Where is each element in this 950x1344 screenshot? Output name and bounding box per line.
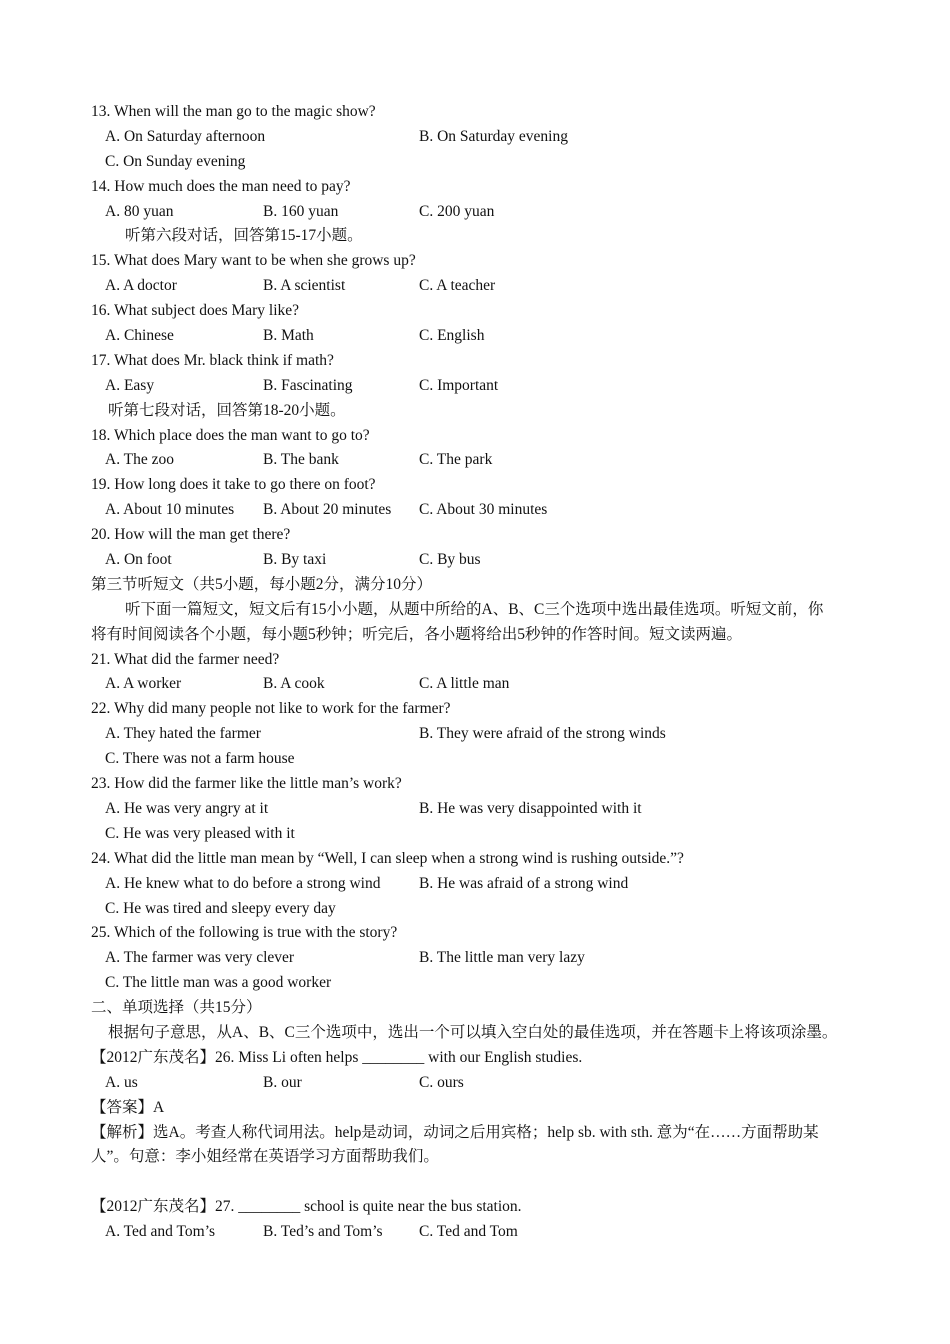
option-a: A. About 10 minutes: [105, 501, 235, 519]
option-c: C. A teacher: [419, 277, 496, 295]
question-26-text: 26. Miss Li often helps ________ with our English studies.: [215, 1048, 583, 1066]
option-c: C. ours: [419, 1073, 464, 1091]
question-13-options: [91, 125, 871, 150]
option-b: B. Ted’s and Tom’s: [263, 1223, 383, 1241]
question-14-stem: 14. How much does the man need to pay?: [91, 177, 351, 195]
question-22-stem: 22. Why did many people not like to work for the farmer?: [91, 700, 451, 718]
option-a: A. He was very angry at it: [105, 799, 269, 817]
answer-value: A: [153, 1098, 165, 1116]
option-c: C. About 30 minutes: [419, 501, 548, 519]
question-18-options: [91, 448, 871, 473]
question-23-options-2: [91, 822, 871, 847]
exam-content: [91, 100, 871, 1245]
option-b: B. A cook: [263, 675, 325, 693]
question-27-stem: [91, 1195, 871, 1220]
option-a: A. A worker: [105, 675, 182, 693]
question-26-stem: [91, 1046, 871, 1071]
dialog-7-instruction: 听第七段对话，回答第18-20小题。: [108, 401, 346, 419]
question-27-source: 【2012广东茂名】: [91, 1198, 216, 1216]
analysis-text: 选A。考查人称代词用法。help是动词，动词之后用宾格；help sb. with sth. 意为“在……方面帮助某: [153, 1123, 819, 1141]
option-a: A. 80 yuan: [105, 202, 174, 220]
option-c: C. He was tired and sleepy every day: [105, 899, 336, 917]
option-b: B. The bank: [263, 451, 339, 469]
question-20-stem: 20. How will the man get there?: [91, 526, 291, 544]
question-27-options: [91, 1220, 871, 1245]
part-2-title: 二、单项选择（共15分）: [91, 999, 262, 1017]
option-b: B. He was afraid of a strong wind: [419, 874, 629, 892]
blank-line: [91, 1170, 871, 1195]
option-a: A. He knew what to do before a strong wind: [105, 874, 381, 892]
option-b: B. The little man very lazy: [419, 949, 585, 967]
question-24-stem: 24. What did the little man mean by “Well, I can sleep when a strong wind is rushing outside.”?: [91, 849, 684, 867]
answer-26: [91, 1096, 871, 1121]
option-a: A. On foot: [105, 551, 172, 569]
question-19-stem: 19. How long does it take to go there on foot?: [91, 476, 376, 494]
option-a: A. Ted and Tom’s: [105, 1223, 216, 1241]
analysis-26-line2: 人”。句意：李小姐经常在英语学习方面帮助我们。: [91, 1148, 439, 1166]
question-25-options: [91, 946, 871, 971]
option-b: B. On Saturday evening: [419, 127, 568, 145]
option-c: C. He was very pleased with it: [105, 824, 295, 842]
option-c: C. Important: [419, 376, 499, 394]
option-a: A. Easy: [105, 376, 155, 394]
question-22-options-2: [91, 747, 871, 772]
question-27-text: 27. ________ school is quite near the bus station.: [215, 1198, 522, 1216]
option-c: C. English: [419, 327, 485, 345]
question-24-options-2: [91, 897, 871, 922]
question-13-options-2: [91, 150, 871, 175]
question-26-source: 【2012广东茂名】: [91, 1048, 216, 1066]
question-15-options: [91, 274, 871, 299]
option-a: A. The zoo: [105, 451, 175, 469]
question-17-options: [91, 374, 871, 399]
option-c: C. On Sunday evening: [105, 152, 246, 170]
option-b: B. By taxi: [263, 551, 327, 569]
question-16-stem: 16. What subject does Mary like?: [91, 302, 300, 320]
analysis-26-line1: [91, 1121, 871, 1146]
question-22-options: [91, 722, 871, 747]
option-c: C. A little man: [419, 675, 510, 693]
question-24-options: [91, 872, 871, 897]
question-21-options: [91, 672, 871, 697]
option-b: B. He was very disappointed with it: [419, 799, 642, 817]
option-a: A. Chinese: [105, 327, 174, 345]
question-19-options: [91, 498, 871, 523]
option-b: B. Math: [263, 327, 314, 345]
question-18-stem: 18. Which place does the man want to go to?: [91, 426, 370, 444]
option-b: B. our: [263, 1073, 302, 1091]
option-c: C. Ted and Tom: [419, 1223, 518, 1241]
section-3-title: 第三节听短文（共5小题，每小题2分，满分10分）: [91, 575, 433, 593]
option-a: A. A doctor: [105, 277, 177, 295]
option-b: B. Fascinating: [263, 376, 353, 394]
question-23-options: [91, 797, 871, 822]
question-17-stem: 17. What does Mr. black think if math?: [91, 351, 334, 369]
option-a: A. They hated the farmer: [105, 725, 261, 743]
question-14-options: [91, 200, 871, 225]
question-20-options: [91, 548, 871, 573]
question-16-options: [91, 324, 871, 349]
option-a: A. On Saturday afternoon: [105, 127, 266, 145]
option-b: B. 160 yuan: [263, 202, 339, 220]
answer-label: 【答案】: [91, 1098, 154, 1116]
question-13-stem: 13. When will the man go to the magic show?: [91, 103, 376, 120]
option-c: C. The little man was a good worker: [105, 974, 332, 992]
option-c: C. By bus: [419, 551, 481, 569]
option-b: B. About 20 minutes: [263, 501, 392, 519]
question-15-stem: 15. What does Mary want to be when she grows up?: [91, 252, 416, 270]
option-a: A. The farmer was very clever: [105, 949, 295, 967]
option-c: C. There was not a farm house: [105, 750, 295, 768]
question-25-stem: 25. Which of the following is true with the story?: [91, 924, 398, 942]
question-23-stem: 23. How did the farmer like the little man’s work?: [91, 775, 402, 793]
question-26-options: [91, 1071, 871, 1096]
dialog-6-instruction: 听第六段对话，回答第15-17小题。: [125, 227, 363, 245]
part-2-instruction: 根据句子意思，从A、B、C三个选项中，选出一个可以填入空白处的最佳选项，并在答题卡上将该项涂墨。: [108, 1023, 838, 1041]
option-c: C. 200 yuan: [419, 202, 495, 220]
option-b: B. They were afraid of the strong winds: [419, 725, 666, 743]
section-3-instruction-line2: 将有时间阅读各个小题，每小题5秒钟；听完后，各小题将给出5秒钟的作答时间。短文读两遍。: [91, 625, 743, 643]
section-3-instruction-line1: 听下面一篇短文，短文后有15小小题，从题中所给的A、B、C三个选项中选出最佳选项。听短文前，你: [125, 600, 824, 618]
analysis-label: 【解析】: [91, 1123, 154, 1141]
option-b: B. A scientist: [263, 277, 346, 295]
option-a: A. us: [105, 1073, 138, 1091]
question-25-options-2: [91, 971, 871, 996]
option-c: C. The park: [419, 451, 493, 469]
question-21-stem: 21. What did the farmer need?: [91, 650, 280, 668]
